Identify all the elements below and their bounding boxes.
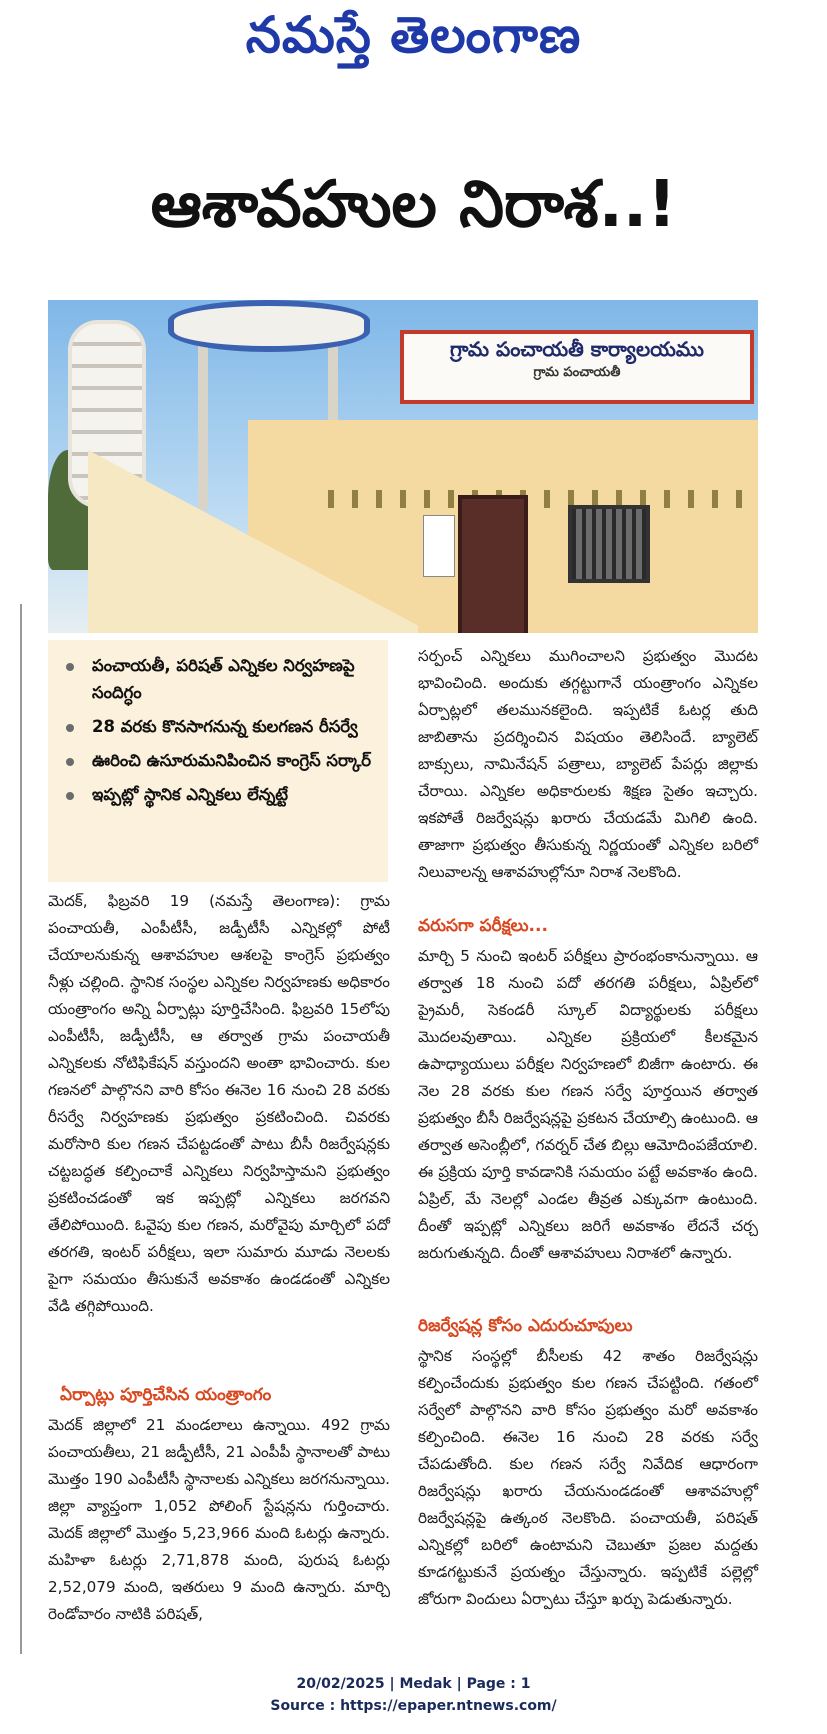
article-body-right-2: మార్చి 5 నుంచి ఇంటర్ పరీక్షలు ప్రారంభంకానున్నాయి. ఆ తర్వాత 18 నుంచి పదో తరగతి పరీక్షలు, ఏప్రిల్‌లో ప్రైమరీ, సెకండరీ స్కూల్ విద్యార్థులకు పరీక్షలు మొదలవుతాయి. ఎన్నికల ప్రక్రియలో కీలకమైన ఉపాధ్యాయులు పరీక్షల నిర్వహణలో బిజీగా ఉంటారు. ఈ నెల 28 వరకు కుల గణన సర్వే పూర్తయిన తర్వాత ప్రభుత్వం బీసీ రిజర్వేషన్లపై ప్రకటన చేయాల్సి ఉంటుంది. ఆ తర్వాత అసెంబ్లీలో, గవర్నర్ చేత బిల్లు ఆమోదింపజేయాలి. ఈ ప్రక్రియ పూర్తి కావడానికి సమయం పట్టే అవకాశం ఉంది. ఏప్రిల్, మే నెలల్లో ఎండల తీవ్రత ఎక్కువగా ఉంటుంది. దీంతో ఇప్పట్లో ఎన్నికలు జరిగే అవకాశం లేదనే చర్చ జరుగుతున్నది. దీంతో ఆశావహులు నిరాశలో ఉన్నారు. xyxy=(418,947,758,1262)
photo-door xyxy=(458,495,528,633)
margin-rule xyxy=(20,604,22,1654)
masthead-logo: నమస్తే తెలంగాణ xyxy=(245,6,582,64)
subheading-exams: వరుసగా పరీక్షలు... xyxy=(418,916,548,936)
photo-poster xyxy=(423,515,455,577)
bullet-icon xyxy=(66,663,74,671)
highlight-item: 28 వరకు కొనసాగనున్న కులగణన రీసర్వే xyxy=(62,713,380,740)
signboard-sub-text: గ్రామ పంచాయతీ xyxy=(533,365,621,380)
article-body-right-1: సర్పంచ్ ఎన్నికలు ముగించాలని ప్రభుత్వం మొదట భావించింది. అందుకు తగ్గట్టుగానే యంత్రాంగం ఎన్నికల ఏర్పాట్లలో తలమునకలైంది. ఇప్పటికే ఓటర్ల తుది జాబితాను ప్రదర్శించిన విషయం తెలిసిందే. బ్యాలెట్ బాక్సులు, నామినేషన్ పత్రాలు, బ్యాలెట్ పేపర్లు జిల్లాకు చేరాయి. ఎన్నికల అధికారులకు శిక్షణ సైతం ఇచ్చారు. ఇకపోతే రిజర్వేషన్లు ఖరారు చేయడమే మిగిలి ఉంది. తాజాగా ప్రభుత్వం తీసుకున్న నిర్ణయంతో ఎన్నికల బరిలో నిలువాలన్న ఆశావహుల్లోనూ నిరాశ నెలకొంది. xyxy=(418,647,758,881)
headline: ఆశావహుల నిరాశ..! xyxy=(150,168,677,242)
footer-source: Source : https://epaper.ntnews.com/ xyxy=(270,1698,557,1714)
highlight-item: ఇప్పట్లో స్థానిక ఎన్నికలు లేన్నట్టే xyxy=(62,781,380,808)
photo-signboard xyxy=(400,330,754,404)
subheading-arrangements: ఏర్పాట్లు పూర్తిచేసిన యంత్రాంగం xyxy=(60,1385,272,1405)
bullet-icon xyxy=(66,758,74,766)
bullet-icon xyxy=(66,792,74,800)
bullet-icon xyxy=(66,724,74,732)
photo-water-tank xyxy=(168,300,370,352)
highlight-item: ఊరించి ఉసూరుమనిపించిన కాంగ్రెస్ సర్కార్ xyxy=(62,747,380,774)
photo-garland xyxy=(328,490,748,508)
article-photo xyxy=(48,300,758,633)
highlight-item: పంచాయతీ, పరిషత్ ఎన్నికల నిర్వహణపై సందిగ్ధం xyxy=(62,652,380,706)
article-body-right-3: స్థానిక సంస్థల్లో బీసీలకు 42 శాతం రిజర్వేషన్లు కల్పించేందుకు ప్రభుత్వం కుల గణన చేపట్టింది. గతంలో సర్వేలో పాల్గొనని వారి కోసం ప్రభుత్వం మరో అవకాశం కల్పించింది. ఈనెల 16 నుంచి 28 వరకు సర్వే చేపడుతోంది. కుల గణన సర్వే నివేదిక ఆధారంగా రిజర్వేషన్లు ఖరారు చేయనుండడంతో ఆశావహుల్లో రిజర్వేషన్లపై ఉత్కంఠ నెలకొంది. పంచాయతీ, పరిషత్ ఎన్నికల్లో బరిలో ఉంటామని చెబుతూ ప్రజల మద్దతు కూడగట్టుకునే ప్రయత్నం చేస్తున్నారు. ఇప్పటికే పల్లెల్లో జోరుగా విందులు ఏర్పాటు చేస్తూ ఖర్చు పెడుతున్నారు. xyxy=(418,1347,758,1608)
photo-window xyxy=(568,505,650,583)
footer-dateline: 20/02/2025 | Medak | Page : 1 xyxy=(296,1676,531,1692)
subheading-reservations: రిజర్వేషన్ల కోసం ఎదురుచూపులు xyxy=(418,1316,633,1336)
article-body-left-1: మెదక్, ఫిబ్రవరి 19 (నమస్తే తెలంగాణ): గ్రామ పంచాయతీ, ఎంపీటీసీ, జడ్పీటీసీ ఎన్నికల్లో పోటీ చేయాలనుకున్న ఆశావహుల ఆశలపై కాంగ్రెస్ ప్రభుత్వం నీళ్లు చల్లింది. స్థానిక సంస్థల ఎన్నికల నిర్వహణకు అధికారం యంత్రాంగం అన్ని ఏర్పాట్లు పూర్తిచేసింది. ఫిబ్రవరి 15లోపు ఎంపీటీసీ, జడ్పీటీసీ, ఆ తర్వాత గ్రామ పంచాయతీ ఎన్నికలకు నోటిఫికేషన్ వస్తుందని అంతా భావించారు. కుల గణనలో పాల్గొనని వారి కోసం ఈనెల 16 నుంచి 28 వరకు రీసర్వే నిర్వహణకు ప్రభుత్వం ప్రకటించింది. చివరకు మరోసారి కుల గణన చేపట్టడంతో పాటు బీసీ రిజర్వేషన్లకు చట్టబద్ధత కల్పించాకే ఎన్నికలు నిర్వహిస్తామని ప్రభుత్వం ప్రకటించడంతో ఇక ఇప్పట్లో ఎన్నికలు జరగవని తేలిపోయింది. ఓవైపు కుల గణన, మరోవైపు మార్చిలో పదో తరగతి, ఇంటర్ పరీక్షలు, ఇలా సుమారు మూడు నెలలకు పైగా సమయం తీసుకునే అవకాశం ఉండడంతో ఎన్నికల వేడి తగ్గిపోయింది. xyxy=(48,892,390,1315)
highlights-box xyxy=(48,640,388,882)
article-body-left-2: మెదక్ జిల్లాలో 21 మండలాలు ఉన్నాయి. 492 గ్రామ పంచాయతీలు, 21 జడ్పీటీసీ, 21 ఎంపీపీ స్థానాలతో పాటు మొత్తం 190 ఎంపీటీసీ స్థానాలకు ఎన్నికలు జరగనున్నాయి. జిల్లా వ్యాప్తంగా 1,052 పోలింగ్ స్టేషన్లను గుర్తించారు. మెదక్ జిల్లాలో మొత్తం 5,23,966 మంది ఓటర్లు ఉన్నారు. మహిళా ఓటర్లు 2,71,878 మంది, పురుష ఓటర్లు 2,52,079 మంది, ఇతరులు 9 మంది ఉన్నారు. మార్చి రెండోవారం నాటికి పరిషత్, xyxy=(48,1416,390,1623)
photo-tank-leg xyxy=(198,340,208,510)
signboard-main-text: గ్రామ పంచాయతీ కార్యాలయము xyxy=(450,337,704,361)
